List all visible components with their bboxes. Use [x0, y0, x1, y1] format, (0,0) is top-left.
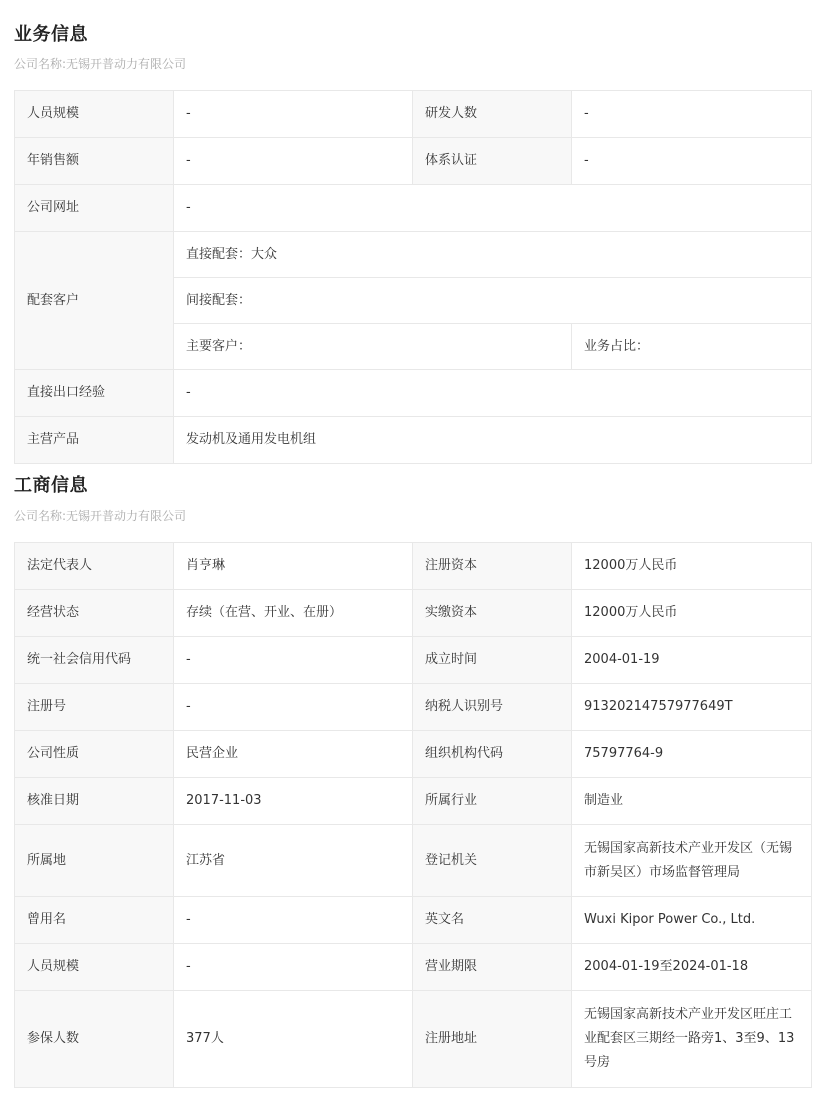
registration-info-section [14, 470, 811, 1095]
field-label: 注册号 [15, 684, 174, 731]
customers-label: 配套客户 [15, 232, 174, 370]
field-value: 肖亨琳 [174, 543, 413, 590]
business-info-section [14, 0, 811, 470]
certification-value: - [572, 138, 812, 185]
direct-customers: 直接配套：大众 [174, 232, 812, 278]
field-value: 12000万人民币 [572, 590, 812, 637]
field-label: 英文名 [413, 897, 572, 944]
indirect-customers: 间接配套： [174, 278, 812, 324]
field-value: 2004-01-19 [572, 637, 812, 684]
registration-info-table [14, 542, 812, 1088]
field-label: 成立时间 [413, 637, 572, 684]
field-label: 注册地址 [413, 991, 572, 1088]
field-label: 纳税人识别号 [413, 684, 572, 731]
field-label: 法定代表人 [15, 543, 174, 590]
table-row [15, 590, 812, 637]
table-row [15, 825, 812, 897]
registration-company-name: 公司名称:无锡开普动力有限公司 [14, 509, 187, 523]
table-row [15, 778, 812, 825]
field-label: 营业期限 [413, 944, 572, 991]
field-label: 公司性质 [15, 731, 174, 778]
field-value: - [174, 944, 413, 991]
field-value: 制造业 [572, 778, 812, 825]
website-label: 公司网址 [15, 185, 174, 232]
business-company-name: 公司名称:无锡开普动力有限公司 [14, 57, 187, 71]
field-value: 无锡国家高新技术产业开发区（无锡市新吴区）市场监督管理局 [572, 825, 812, 897]
field-value: 无锡国家高新技术产业开发区旺庄工业配套区三期经一路旁1、3至9、13号房 [572, 991, 812, 1088]
field-value: - [174, 897, 413, 944]
field-value: 75797764-9 [572, 731, 812, 778]
field-value: 2004-01-19至2024-01-18 [572, 944, 812, 991]
main-customers: 主要客户： [174, 324, 572, 370]
business-info-table [14, 90, 812, 464]
field-label: 人员规模 [15, 944, 174, 991]
export-experience-value: - [174, 370, 812, 417]
field-value: Wuxi Kipor Power Co., Ltd. [572, 897, 812, 944]
table-row [15, 731, 812, 778]
field-label: 所属地 [15, 825, 174, 897]
table-row [15, 543, 812, 590]
table-row [15, 370, 812, 417]
field-label: 所属行业 [413, 778, 572, 825]
main-products-value: 发动机及通用发电机组 [174, 417, 812, 464]
website-value: - [174, 185, 812, 232]
staff-size-value: - [174, 91, 413, 138]
field-value: 2017-11-03 [174, 778, 413, 825]
field-value: 377人 [174, 991, 413, 1088]
field-label: 参保人数 [15, 991, 174, 1088]
field-value: - [174, 637, 413, 684]
table-row [15, 991, 812, 1088]
field-label: 登记机关 [413, 825, 572, 897]
annual-sales-value: - [174, 138, 413, 185]
business-share: 业务占比： [572, 324, 812, 370]
rd-staff-value: - [572, 91, 812, 138]
table-row [15, 944, 812, 991]
field-value: - [174, 684, 413, 731]
field-value: 民营企业 [174, 731, 413, 778]
field-label: 实缴资本 [413, 590, 572, 637]
field-label: 经营状态 [15, 590, 174, 637]
field-label: 核准日期 [15, 778, 174, 825]
field-value: 91320214757977649T [572, 684, 812, 731]
business-info-title: 业务信息 [14, 24, 88, 45]
table-row [15, 91, 812, 138]
staff-size-label: 人员规模 [15, 91, 174, 138]
table-row [15, 637, 812, 684]
table-row [15, 417, 812, 464]
registration-info-title: 工商信息 [14, 475, 88, 496]
annual-sales-label: 年销售额 [15, 138, 174, 185]
field-value: 存续（在营、开业、在册） [174, 590, 413, 637]
field-label: 曾用名 [15, 897, 174, 944]
table-row [15, 185, 812, 232]
table-row [15, 138, 812, 185]
table-row [15, 232, 812, 278]
field-label: 组织机构代码 [413, 731, 572, 778]
field-value: 江苏省 [174, 825, 413, 897]
field-label: 注册资本 [413, 543, 572, 590]
main-products-label: 主营产品 [15, 417, 174, 464]
rd-staff-label: 研发人数 [413, 91, 572, 138]
certification-label: 体系认证 [413, 138, 572, 185]
table-row [15, 684, 812, 731]
field-value: 12000万人民币 [572, 543, 812, 590]
export-experience-label: 直接出口经验 [15, 370, 174, 417]
field-label: 统一社会信用代码 [15, 637, 174, 684]
table-row [15, 897, 812, 944]
